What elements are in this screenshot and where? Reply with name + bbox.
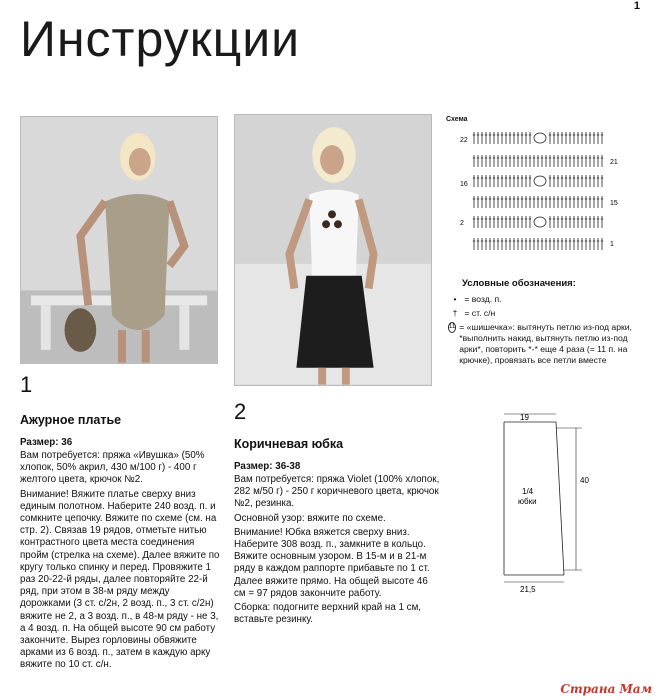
- page-number: 1: [633, 0, 640, 12]
- pattern-label: 1/4: [522, 487, 534, 496]
- item2-number: 2: [234, 399, 247, 424]
- item1-body: [20, 450, 222, 674]
- legend: [448, 294, 638, 366]
- scheme-label: Схема: [446, 116, 468, 123]
- item2-body: [234, 474, 440, 628]
- pattern-bottom-width: 21,5: [520, 585, 536, 594]
- puff-stitch-symbol-icon: 11: [448, 322, 456, 333]
- page-title: Инструкции: [20, 11, 301, 67]
- pattern-height: 40: [580, 476, 589, 485]
- row-label-16: 16: [460, 181, 468, 188]
- item2-name: Коричневая юбка: [234, 437, 344, 451]
- row-label-1: 1: [610, 241, 614, 248]
- legend-item-chain: • = возд. п.: [448, 294, 638, 305]
- item1-paragraph: Вам потребуется: пряжа «Ивушка» (50% хлопок, 50% акрил, 430 м/100 г) - 400 г желтого цвета, крючок №2.: [20, 450, 205, 486]
- legend-item-puff: 11 = «шишечка»: вытянуть петлю из-под арки, *выполнить накид, вытянуть петлю из-под арки*, повторить *-* еще 4 раза (= 11 п. на крючке), провязать все петли вместе: [449, 322, 632, 365]
- item1-paragraph: Внимание! Вяжите платье сверху вниз единым полотном. Наберите 240 возд. п. и сомкните цепочку. Вяжите по схеме (см. на стр. 2). Связав 19 рядов, отметьте нитью контрастного цвета места соединения пройм (стрелка на схеме). Далее вяжите по кругу только спинку и перед. Провяжите 1 раз 20-22-й ряды, далее повторяйте 22-й ряд, при этом в 38-м ряду между дорожками (3 ст. с/2н, 2 возд. п., 3 ст. с/2н) вяжите не 2, а 3 возд. п., в 48-м ряду - не 3, а 4 возд. п. На общей высоте 90 см работу закончите. Вырез горловины обвяжите арками из 6 возд. п., затем в каждую арку вяжите по 10 ст. с/н.: [20, 488, 220, 671]
- item2-paragraph: Вам потребуется: пряжа Violet (100% хлопок, 282 м/50 г) - 250 г коричневого цвета, крючок №2, резинка.: [234, 474, 440, 510]
- item1-size: Размер: 36: [20, 437, 73, 448]
- item2-paragraph: Сборка: подогните верхний край на 1 см, вставьте резинку.: [234, 602, 422, 626]
- legend-item-dc: † = ст. с/н: [448, 308, 638, 319]
- item2-size: Размер: 36-38: [234, 461, 301, 472]
- photo-skirt: [234, 114, 432, 386]
- double-crochet-symbol-icon: †: [452, 308, 458, 318]
- item2-paragraph: Внимание! Юбка вяжется сверху вниз. Наберите 308 возд. п., замкните в кольцо. Вяжите основным узором. В 15-м и в 21-м ряду в каждом раппорте прибавьте по 1 ст. Далее вяжите прямо. На общей высоте 46 см = 97 рядов закончите работу.: [234, 526, 430, 599]
- row-label-21: 21: [610, 159, 618, 166]
- pattern-top-width: 19: [520, 413, 529, 422]
- watermark: Страна Мам: [560, 682, 652, 696]
- item1-number: 1: [20, 372, 33, 397]
- row-label-15: 15: [610, 200, 618, 207]
- legend-title: Условные обозначения:: [462, 278, 576, 289]
- row-label-2: 2: [460, 220, 464, 227]
- pattern-label: юбки: [518, 497, 537, 506]
- item1-name: Ажурное платье: [20, 413, 122, 427]
- item2-paragraph: Основной узор: вяжите по схеме.: [234, 512, 386, 524]
- photo-dress: [20, 116, 218, 364]
- crochet-chart: [460, 126, 620, 260]
- chain-symbol-icon: •: [453, 294, 457, 304]
- row-label-22: 22: [460, 137, 468, 144]
- skirt-pattern-diagram: [492, 410, 602, 595]
